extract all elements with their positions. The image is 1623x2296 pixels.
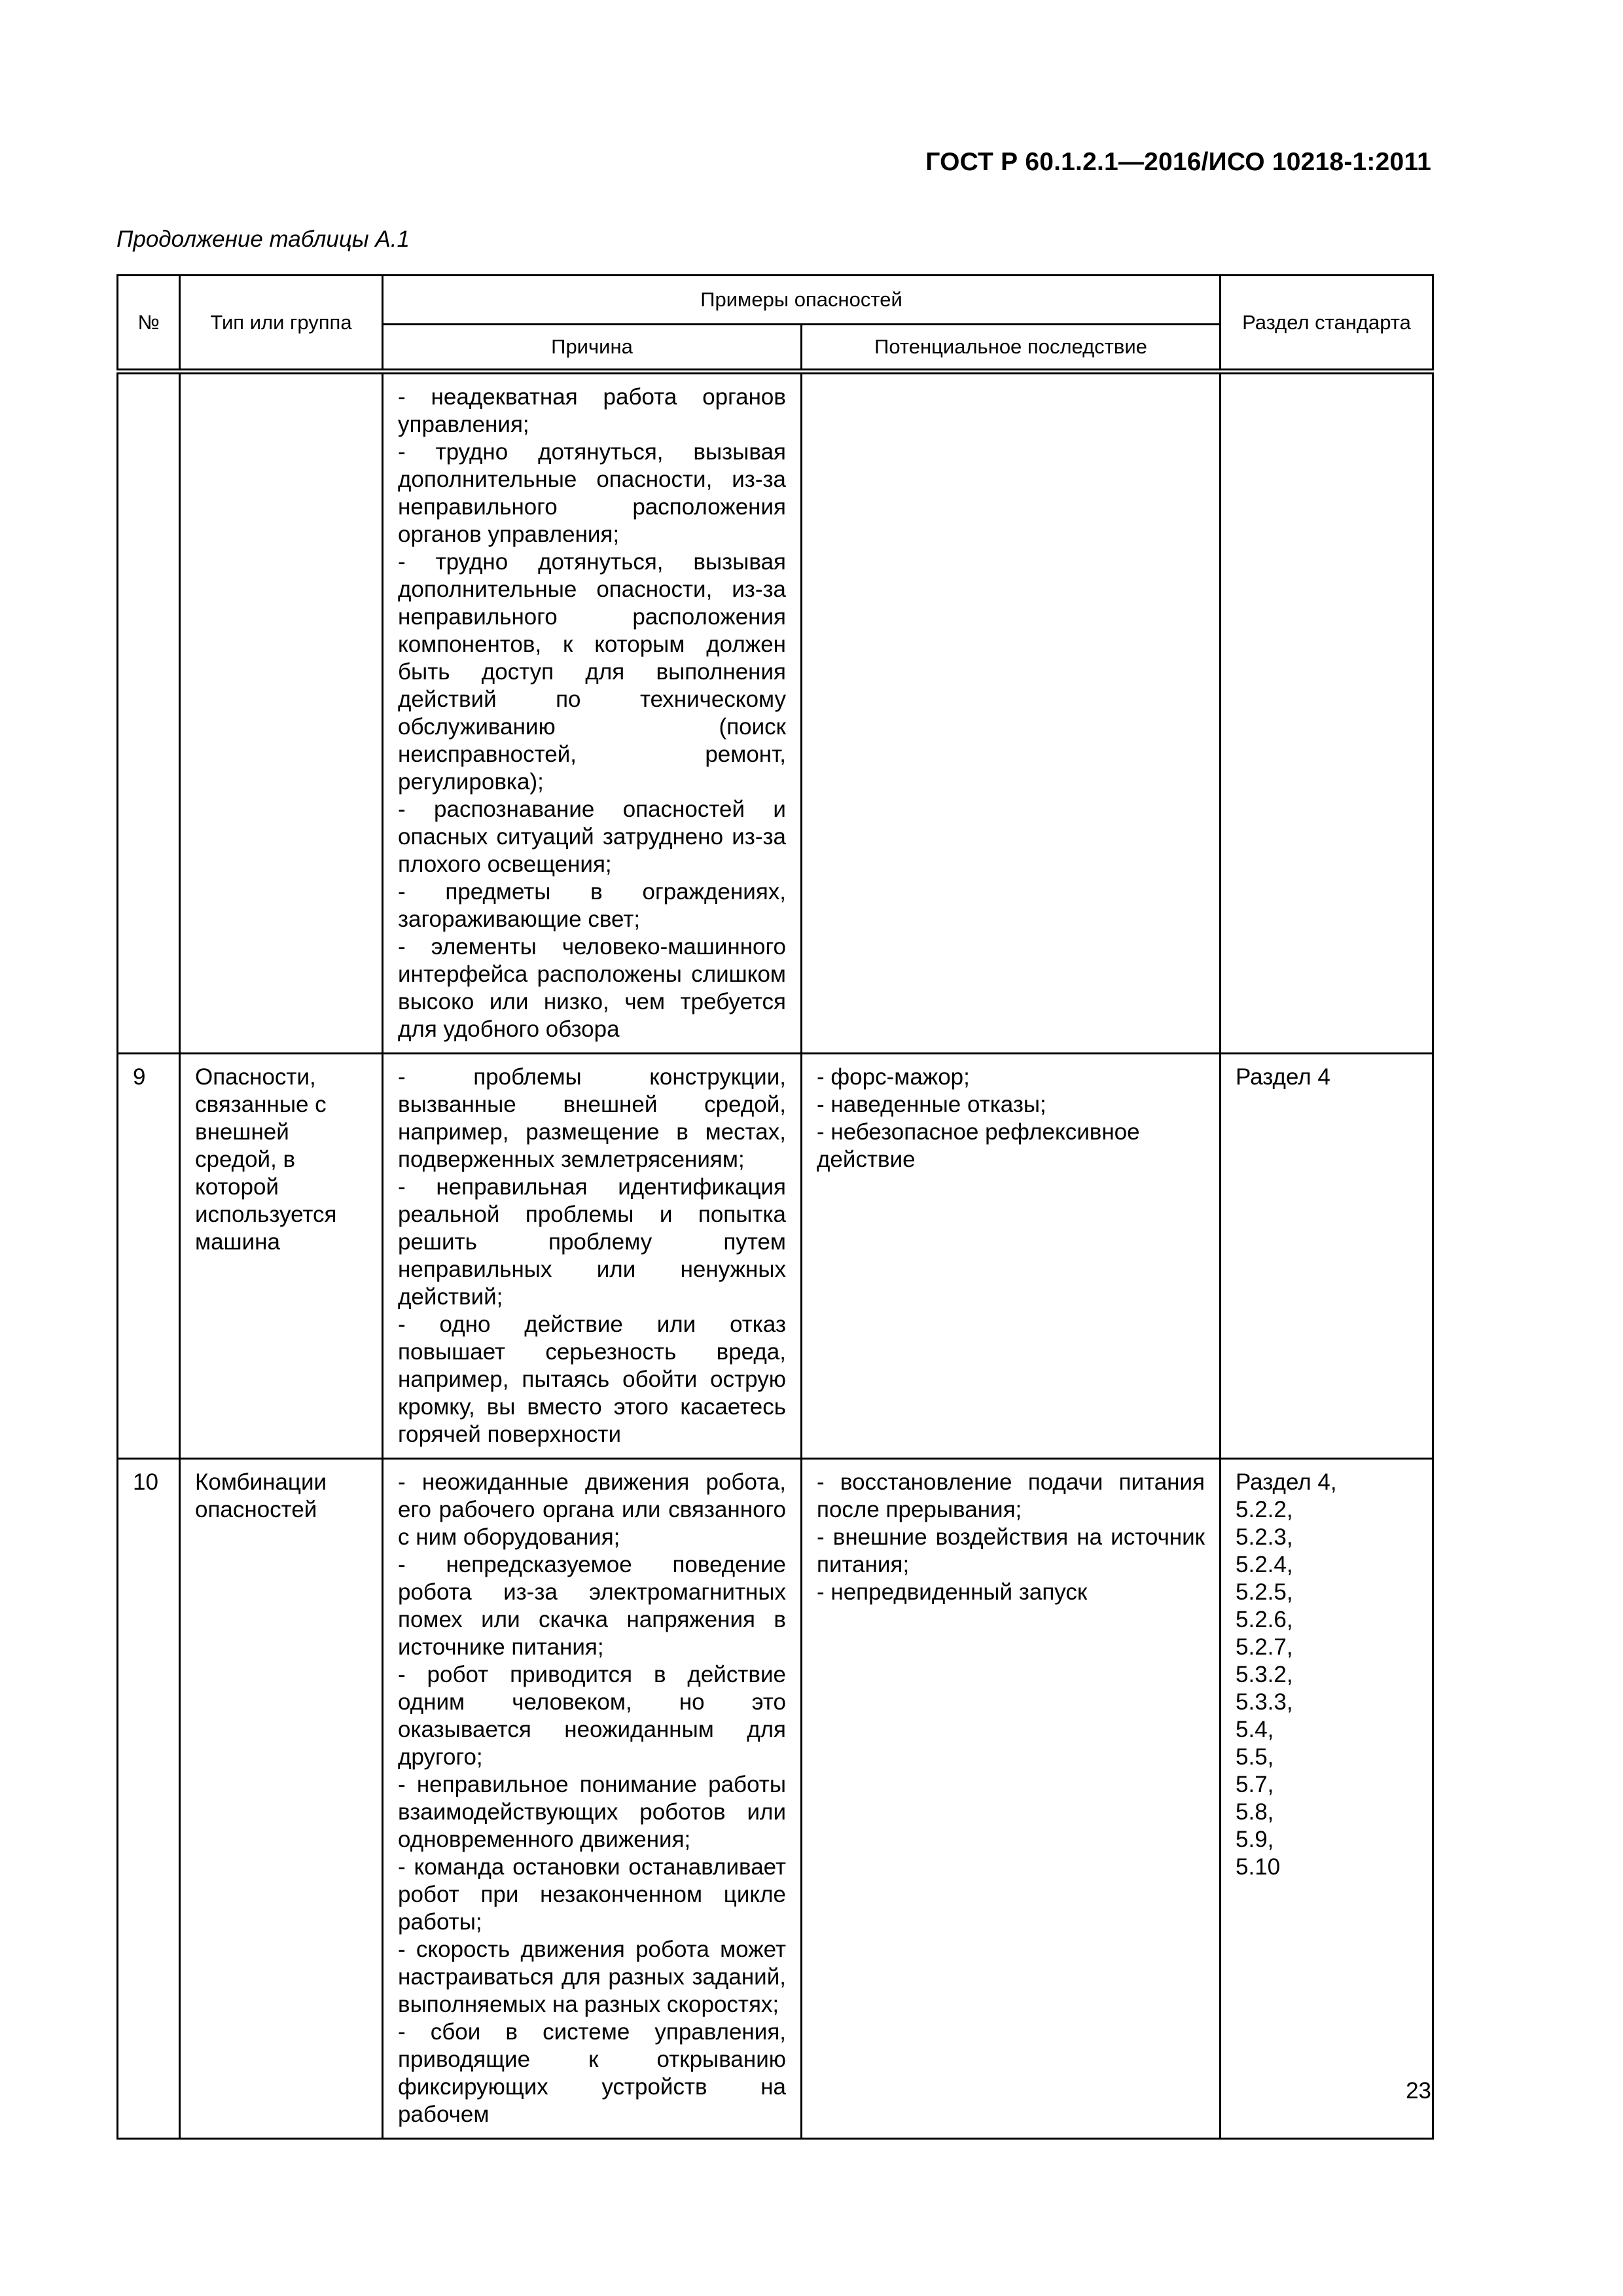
row-no: 10: [118, 1459, 180, 2139]
header-type: Тип или группа: [180, 276, 383, 372]
page-number: 23: [1406, 2078, 1431, 2104]
row-consequence: [802, 372, 1221, 1054]
table-caption: Продолжение таблицы А.1: [116, 226, 410, 252]
row-cause: - неадекватная работа органов управления; - трудно дотянуться, вызывая дополнительные опасности, из-за неправильного расположения органов управления; - трудно дотянуться, вызывая дополнительные опасности, из-за неправильного расположения компонентов, к которым должен быть доступ для выполнения действий по техническому обслуживанию (поиск неисправностей, ремонт, регулировка); - распознавание опасностей и опасных ситуаций затруднено из-за плохого освещения; - предметы в ограждениях, загораживающие свет; - элементы человеко-машинного интерфейса расположены слишком высоко или низко, чем требуется для удобного обзора: [383, 372, 802, 1054]
header-consequence: Потенциальное последствие: [802, 325, 1221, 372]
table-row: [118, 1459, 1433, 2139]
hazards-table: [116, 274, 1434, 2140]
row-no: 9: [118, 1054, 180, 1459]
table-header-row: [118, 276, 1433, 325]
header-no: №: [118, 276, 180, 372]
header-cause: Причина: [383, 325, 802, 372]
row-type: [180, 372, 383, 1054]
row-section: [1221, 372, 1433, 1054]
header-section: Раздел стандарта: [1221, 276, 1433, 372]
row-cause: - проблемы конструкции, вызванные внешней средой, например, размещение в местах, подверженных землетрясениям; - неправильная идентификация реальной проблемы и попытка решить проблему путем неправильных или ненужных действий; - одно действие или отказ повышает серьезность вреда, например, пытаясь обойти острую кромку, вы вместо этого касаетесь горячей поверхности: [383, 1054, 802, 1459]
row-type: Опасности, связанные с внешней средой, в которой используется машина: [180, 1054, 383, 1459]
table-row: [118, 1054, 1433, 1459]
row-consequence: - форс-мажор; - наведенные отказы; - небезопасное рефлексивное действие: [802, 1054, 1221, 1459]
row-type: Комбинации опасностей: [180, 1459, 383, 2139]
table-row: [118, 372, 1433, 1054]
row-cause: - неожиданные движения робота, его рабочего органа или связанного с ним оборудования; - непредсказуемое поведение робота из-за электромагнитных помех или скачка напряжения в источнике питания; - робот приводится в действие одним человеком, но это оказывается неожиданным для другого; - неправильное понимание работы взаимодействующих роботов или одновременного движения; - команда остановки останавливает робот при незаконченном цикле работы; - скорость движения робота может настраиваться для разных заданий, выполняемых на разных скоростях; - сбои в системе управления, приводящие к открыванию фиксирующих устройств на рабочем: [383, 1459, 802, 2139]
header-examples: Примеры опасностей: [383, 276, 1221, 325]
row-section: Раздел 4, 5.2.2, 5.2.3, 5.2.4, 5.2.5, 5.2.6, 5.2.7, 5.3.2, 5.3.3, 5.4, 5.5, 5.7, 5.8, 5.9, 5.10: [1221, 1459, 1433, 2139]
row-no: [118, 372, 180, 1054]
row-section: Раздел 4: [1221, 1054, 1433, 1459]
standard-header: ГОСТ Р 60.1.2.1—2016/ИСО 10218-1:2011: [925, 148, 1431, 176]
row-consequence: - восстановление подачи питания после прерывания; - внешние воздействия на источник питания; - непредвиденный запуск: [802, 1459, 1221, 2139]
